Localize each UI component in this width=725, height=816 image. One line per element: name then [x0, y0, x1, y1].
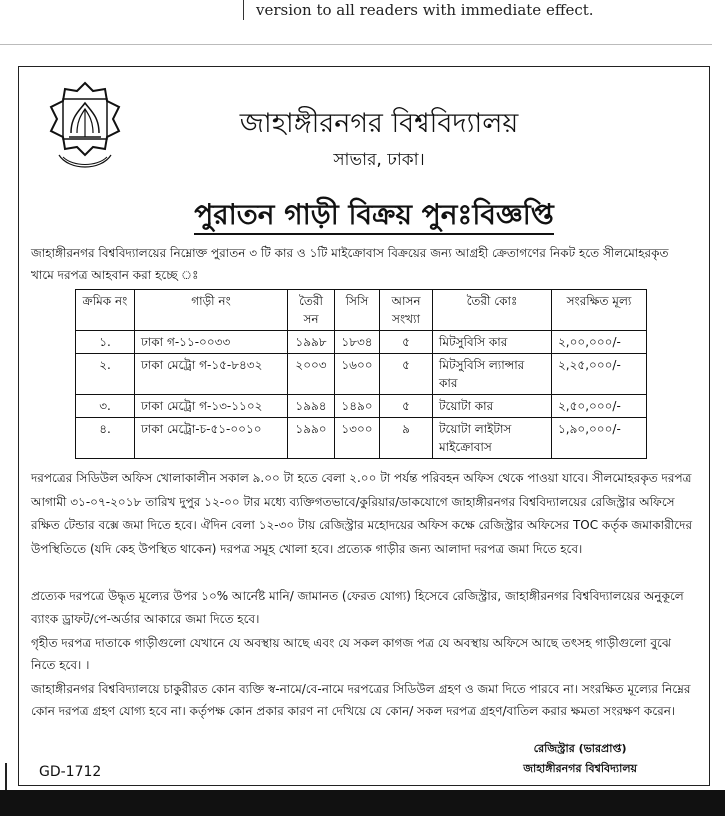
notice-heading-text: পুরাতন গাড়ী বিক্রয় পুনঃবিজ্ঞপ্তি: [194, 198, 554, 235]
column-divider: [243, 0, 244, 20]
cell-vehicle-no: ঢাকা মেট্রো গ-১৩-১১০২: [135, 395, 288, 418]
cell-serial: ১.: [76, 331, 135, 354]
cell-maker: টয়োটা লাইটাস মাইক্রোবাস: [433, 418, 552, 459]
vehicle-table: [75, 289, 647, 459]
cell-maker: টয়োটা কার: [433, 395, 552, 418]
university-location: সাভার, ঢাকা।: [333, 150, 425, 170]
cell-seats: ৫: [380, 395, 433, 418]
cell-year: ১৯৯৮: [288, 331, 335, 354]
table-row: [76, 395, 647, 418]
col-reserve-price: সংরক্ষিত মূল্য: [552, 290, 647, 331]
signature-block: [523, 739, 637, 779]
cell-seats: ৫: [380, 354, 433, 395]
cell-seats: ৯: [380, 418, 433, 459]
cell-vehicle-no: ঢাকা মেট্রো-চ-৫১-০০১০: [135, 418, 288, 459]
col-cc: সিসি: [335, 290, 380, 331]
cell-price: ১,৯০,০০০/-: [552, 418, 647, 459]
cell-vehicle-no: ঢাকা মেট্রো গ-১৫-৮৪৩২: [135, 354, 288, 395]
cell-vehicle-no: ঢাকা গ-১১-০০৩৩: [135, 331, 288, 354]
cell-year: ১৯৯০: [288, 418, 335, 459]
table-row: [76, 354, 647, 395]
notice-heading: [19, 193, 709, 240]
earnest-money-paragraph: প্রত্যেক দরপত্রে উদ্ধৃত মূল্যের উপর ১০% আর্নেষ্ট মানি/ জামানত (ফেরত যোগ্য) হিসেবে রেজিস্ট্রার, জাহাঙ্গীরনগর বিশ্ববিদ্যালয়ের অনুকূলে ব্যাংক ড্রাফট/পে-অর্ডার আকারে জমা দিতে হবে।: [31, 589, 684, 626]
cell-price: ২,০০,০০০/-: [552, 331, 647, 354]
cell-year: ১৯৯৪: [288, 395, 335, 418]
clipped-article-text: version to all readers with immediate effect.: [256, 1, 594, 19]
margin-rule: [5, 763, 7, 793]
cell-cc: ১৮৩৪: [335, 331, 380, 354]
university-name: জাহাঙ্গীরনগর বিশ্ববিদ্যালয়: [239, 108, 519, 139]
cell-year: ২০০৩: [288, 354, 335, 395]
cell-cc: ১৬০০: [335, 354, 380, 395]
signatory-title: রেজিস্ট্রার (ভারপ্রাপ্ত): [533, 742, 627, 755]
signatory-org: জাহাঙ্গীরনগর বিশ্ববিদ্যালয়: [523, 762, 637, 775]
table-header-row: [76, 290, 647, 331]
eligibility-paragraph: জাহাঙ্গীরনগর বিশ্ববিদ্যালয়ে চাকুরীরত কোন ব্যক্তি স্ব-নামে/বে-নামে দরপত্রের সিডিউল গ্রহণ ও জমা দিতে পারবে না। সংরক্ষিত মূল্যের নিম্নের কোন দরপত্র গ্রহণ যোগ্য হবে না। কর্তৃপক্ষ কোন প্রকার কারণ না দেখিয়ে যে কোন/ সকল দরপত্র গ্রহণ/বাতিল করার ক্ষমতা সংরক্ষণ করেন।: [31, 682, 691, 718]
col-serial: ক্রমিক নং: [76, 290, 135, 331]
cell-cc: ১৩০০: [335, 418, 380, 459]
top-article-strip: [0, 0, 725, 48]
bottom-dark-bar: [0, 790, 725, 816]
table-row: [76, 418, 647, 459]
schedule-paragraph: দরপত্রের সিডিউল অফিস খোলাকালীন সকাল ৯.০০ টা হতে বেলা ২.০০ টা পর্যন্ত পরিবহন অফিস থেকে পাওয়া যাবে। সীলমোহরকৃত দরপত্র আগামী ৩১-০৭-২০১৮ তারিখ দুপুর ১২-০০ টার মধ্যে ব্যক্তিগতভাবে/কুরিয়ার/ডাকযোগে জাহাঙ্গীরনগর বিশ্ববিদ্যালয়ের রেজিস্ট্রার অফিসে রক্ষিত টেন্ডার বক্সে জমা দিতে হবে। ঐদিন বেলা ১২-৩০ টায় রেজিস্ট্রার মহোদয়ের অফিস কক্ষে রেজিস্ট্রার অফিসের TOC কর্তৃক জমাকারীদের উপস্থিতিতে (যদি কেহ উপস্থিত থাকেন) দরপত্র সমূহ খোলা হবে। প্রত্যেক গাড়ীর জন্য আলাদা দরপত্র জমা দিতে হবে।: [31, 471, 693, 556]
col-year: তৈরী সন: [288, 290, 335, 331]
cell-price: ২,২৫,০০০/-: [552, 354, 647, 395]
tender-notice: [18, 66, 710, 786]
cell-seats: ৫: [380, 331, 433, 354]
cell-serial: ৪.: [76, 418, 135, 459]
cell-cc: ১৪৯০: [335, 395, 380, 418]
cell-price: ২,৫০,০০০/-: [552, 395, 647, 418]
cell-maker: মিটসুবিসি ল্যান্সার কার: [433, 354, 552, 395]
cell-maker: মিটসুবিসি কার: [433, 331, 552, 354]
cell-serial: ৩.: [76, 395, 135, 418]
notice-code: GD-1712: [39, 764, 102, 780]
col-seats: আসন সংখ্যা: [380, 290, 433, 331]
table-row: [76, 331, 647, 354]
section-divider: [0, 44, 712, 45]
col-vehicle-no: গাড়ী নং: [135, 290, 288, 331]
col-maker: তৈরী কোঃ: [433, 290, 552, 331]
handover-paragraph: গৃহীত দরপত্র দাতাকে গাড়ীগুলো যেখানে যে অবস্থায় আছে এবং যে সকল কাগজ পত্র যে অবস্থায় অফিসে আছে তৎসহ গাড়ীগুলো বুঝে নিতে হবে। ।: [31, 636, 671, 672]
cell-serial: ২.: [76, 354, 135, 395]
intro-paragraph: জাহাঙ্গীরনগর বিশ্ববিদ্যালয়ের নিম্নোক্ত পুরাতন ৩ টি কার ও ১টি মাইক্রোবাস বিক্রয়ের জন্য আগ্রহী ক্রেতাগণের নিকট হতে সীলমোহরকৃত খামে দরপত্র আহবান করা হচ্ছে ঃ: [31, 246, 669, 282]
